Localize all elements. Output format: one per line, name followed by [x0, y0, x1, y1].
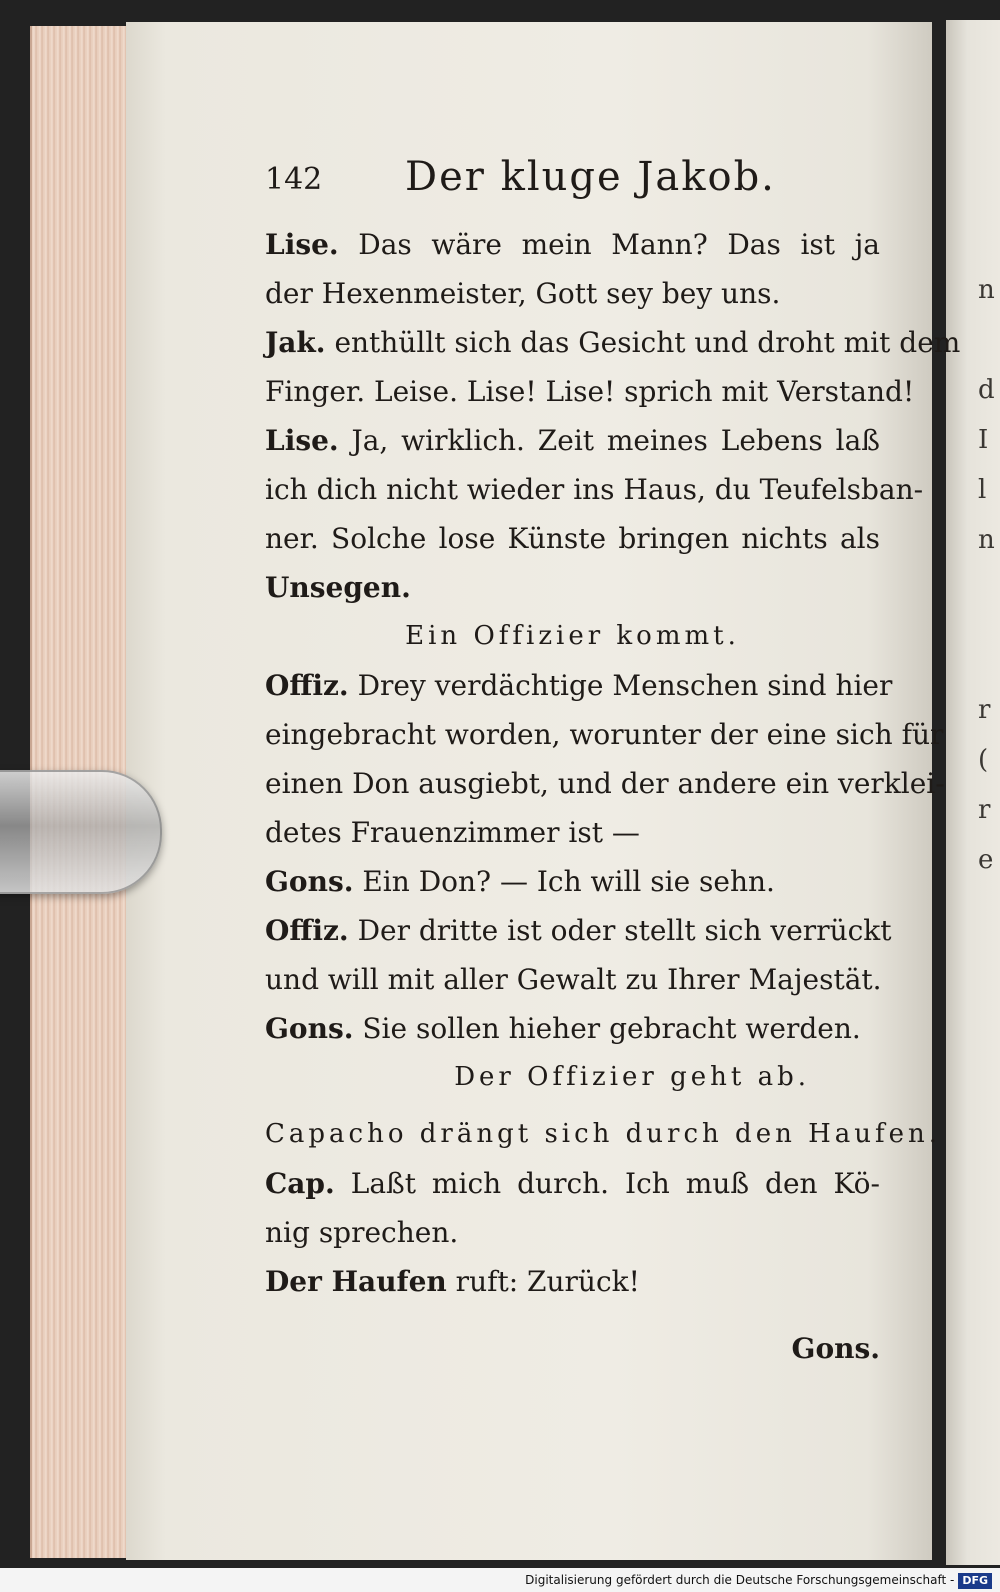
- line-text: ruft: Zurück!: [446, 1265, 640, 1298]
- page-header: [265, 140, 880, 220]
- text-line: [265, 220, 880, 269]
- next-page-edge: [946, 20, 1000, 1565]
- next-page-fragment: n: [978, 525, 995, 555]
- text-line: Unsegen.: [265, 571, 411, 604]
- text-line: eingebracht worden, worunter der eine sich für: [265, 718, 944, 751]
- speaker-name: Lise.: [265, 228, 339, 261]
- dfg-logo: DFG: [958, 1573, 992, 1589]
- line-text: enthüllt sich das Gesicht und droht mit dem: [325, 326, 961, 359]
- next-page-fragment: r: [978, 695, 991, 725]
- text-line: [265, 906, 892, 955]
- text-line: [265, 1159, 880, 1208]
- text-line: ich dich nicht wieder ins Haus, du Teufelsban-: [265, 473, 924, 506]
- next-page-fragment: l: [978, 475, 987, 505]
- text-line: [265, 416, 880, 465]
- text-line: Finger. Leise. Lise! Lise! sprich mit Verstand!: [265, 375, 915, 408]
- running-title: Der kluge Jakob.: [405, 154, 776, 200]
- speaker-name: Der Haufen: [265, 1265, 447, 1298]
- text-line: [265, 1004, 880, 1053]
- next-page-fragment: n: [978, 275, 995, 305]
- speaker-name: Gons.: [265, 865, 354, 898]
- text-line: und will mit aller Gewalt zu Ihrer Majestät.: [265, 963, 882, 996]
- text-line: [265, 318, 961, 367]
- speaker-name: Offiz.: [265, 914, 349, 947]
- next-page-fragment: (: [978, 745, 989, 775]
- spacer: [265, 1102, 880, 1110]
- footer-text: Digitalisierung gefördert durch die Deutsche Forschungsgemeinschaft -: [525, 1573, 955, 1587]
- line-text: Der dritte ist oder stellt sich verrückt: [348, 914, 892, 947]
- speaker-name: Offiz.: [265, 669, 349, 702]
- next-page-fragment: d: [978, 375, 995, 405]
- book-clip: [0, 770, 162, 894]
- line-text: Laßt mich durch. Ich muß den Kö-: [334, 1167, 880, 1200]
- text-line: einen Don ausgiebt, und der andere ein verklei-: [265, 767, 945, 800]
- speaker-name: Cap.: [265, 1167, 335, 1200]
- speaker-name: Lise.: [265, 424, 339, 457]
- text-line: [265, 857, 880, 906]
- page-text: [265, 140, 961, 1365]
- line-text: Ein Don? — Ich will sie sehn.: [353, 865, 775, 898]
- line-text: Das wäre mein Mann? Das ist ja: [338, 228, 880, 261]
- next-page-fragment: r: [978, 795, 991, 825]
- line-text: Ja, wirklich. Zeit meines Lebens laß: [338, 424, 880, 457]
- stage-direction: Capacho drängt sich durch den Haufen.: [265, 1119, 942, 1149]
- catchword: Gons.: [791, 1332, 880, 1365]
- stage-direction: Ein Offizier kommt.: [405, 621, 740, 651]
- text-line: ner. Solche lose Künste bringen nichts als: [265, 522, 880, 555]
- line-text: Sie sollen hieher gebracht werden.: [353, 1012, 861, 1045]
- next-page-fragment: I: [978, 425, 989, 455]
- text-line: [265, 1257, 880, 1306]
- text-line: nig sprechen.: [265, 1216, 459, 1249]
- page-number: 142: [265, 162, 323, 197]
- stage-direction: Der Offizier geht ab.: [454, 1062, 810, 1092]
- speaker-name: Gons.: [265, 1012, 354, 1045]
- text-line: der Hexenmeister, Gott sey bey uns.: [265, 277, 781, 310]
- text-line: detes Frauenzimmer ist —: [265, 816, 640, 849]
- speaker-name: Jak.: [265, 326, 326, 359]
- funding-footer: [0, 1568, 1000, 1592]
- line-text: Drey verdächtige Menschen sind hier: [348, 669, 893, 702]
- next-page-fragment: e: [978, 845, 994, 875]
- text-line: [265, 661, 893, 710]
